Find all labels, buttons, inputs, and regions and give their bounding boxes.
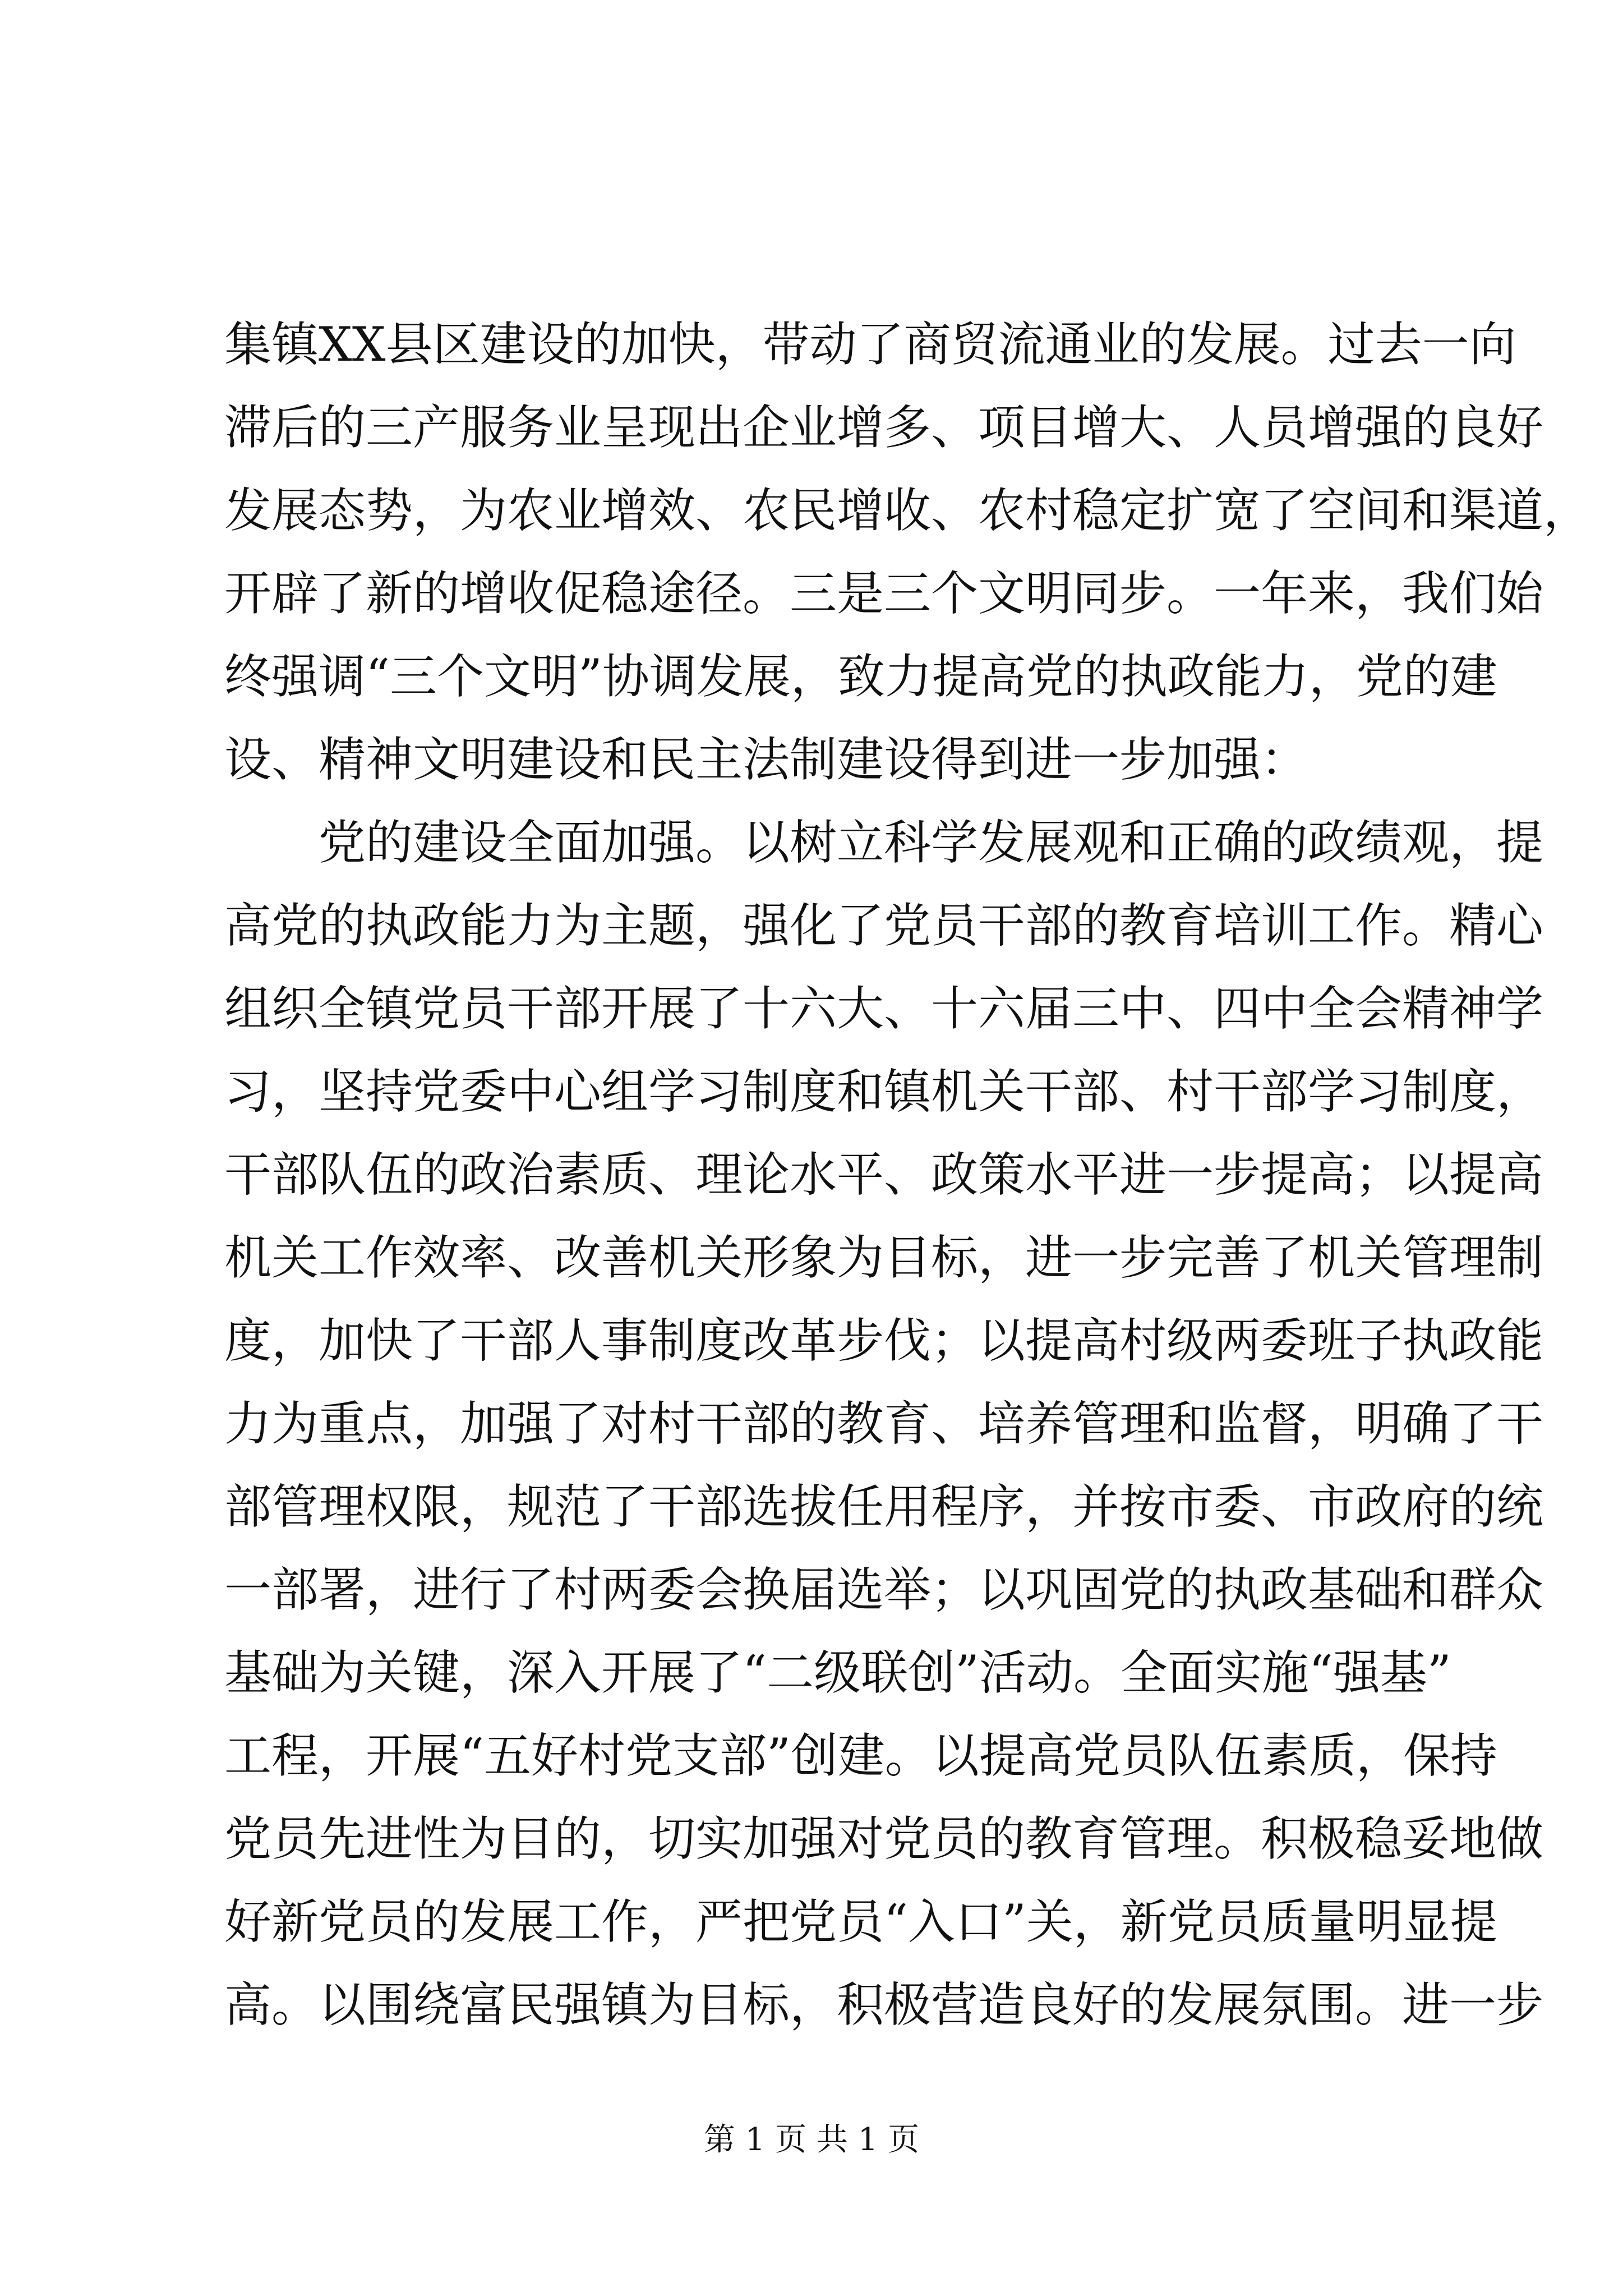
text-line: 工程，开展“五好村党支部”创建。以提高党员队伍素质，保持 <box>224 1728 1497 1783</box>
text-line: 开辟了新的增收促稳途径。三是三个文明同步。一年来，我们始 <box>224 566 1544 621</box>
text-line: 一部署，进行了村两委会换届选举；以巩固党的执政基础和群众 <box>224 1562 1544 1617</box>
text-line: 力为重点，加强了对村干部的教育、培养管理和监督，明确了干 <box>224 1396 1544 1451</box>
text-line: 设、精神文明建设和民主法制建设得到进一步加强： <box>224 732 1308 787</box>
text-line: 好新党员的发展工作，严把党员“入口”关，新党员质量明显提 <box>224 1894 1497 1949</box>
text-line: 干部队伍的政治素质、理论水平、政策水平进一步提高；以提高 <box>224 1147 1544 1202</box>
text-line: 集镇XX县区建设的加快，带动了商贸流通业的发展。过去一向 <box>224 317 1516 372</box>
text-line: 基础为关键，深入开展了“二级联创”活动。全面实施“强基” <box>224 1645 1451 1700</box>
text-line: 部管理权限，规范了干部选拔任用程序，并按市委、市政府的统 <box>224 1479 1544 1534</box>
text-line: 度，加快了干部人事制度改革步伐；以提高村级两委班子执政能 <box>224 1313 1544 1368</box>
text-line: 习，坚持党委中心组学习制度和镇机关干部、村干部学习制度， <box>224 1064 1544 1119</box>
text-line: 党员先进性为目的，切实加强对党员的教育管理。积极稳妥地做 <box>224 1811 1544 1866</box>
page-footer: 第 1 页 共 1 页 <box>703 2122 920 2158</box>
text-line: 高党的执政能力为主题，强化了党员干部的教育培训工作。精心 <box>224 898 1544 953</box>
text-line: 组织全镇党员干部开展了十六大、十六届三中、四中全会精神学 <box>224 981 1544 1036</box>
text-line: 党的建设全面加强。以树立科学发展观和正确的政绩观，提 <box>319 815 1544 870</box>
paragraph <box>224 801 1544 2046</box>
text-line: 终强调“三个文明”协调发展，致力提高党的执政能力，党的建 <box>224 649 1497 704</box>
paragraph <box>224 303 1591 801</box>
text-line: 滞后的三产服务业呈现出企业增多、项目增大、人员增强的良好 <box>224 400 1544 455</box>
text-line: 机关工作效率、改善机关形象为目标，进一步完善了机关管理制 <box>224 1230 1544 1285</box>
document-body <box>224 303 1591 2046</box>
text-line: 发展态势，为农业增效、农民增收、农村稳定扩宽了空间和渠道， <box>224 483 1591 538</box>
text-line: 高。以围绕富民强镇为目标，积极营造良好的发展氛围。进一步 <box>224 1977 1544 2032</box>
